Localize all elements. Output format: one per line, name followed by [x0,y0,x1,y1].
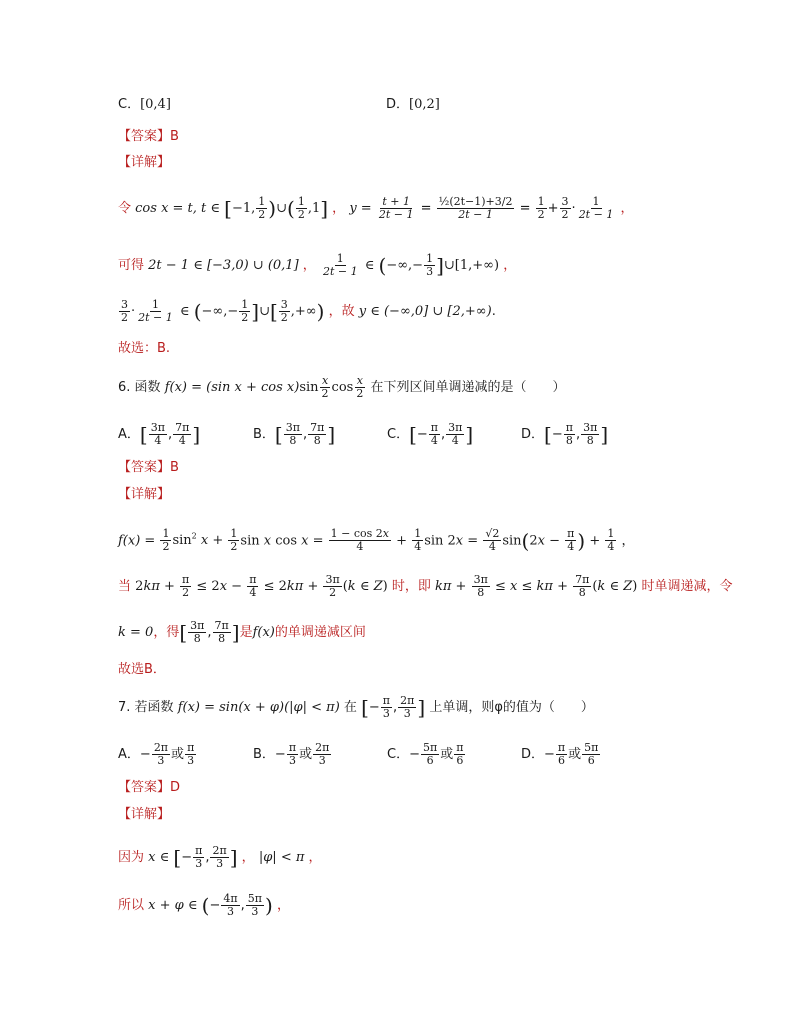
choice-line-2: 故选B． [118,662,166,677]
answer-label-3: 【答案】D [118,780,181,795]
solution-line-5: 当 2kπ + $\frac{\pi}{2}$ ≤ 2x − $\frac{\pi}{4}$ ≤ 2kπ + $\frac{3\pi}{2}$ (k ∈ Z) 时，即 kπ + $\frac{3\pi}{8}$ ≤ x ≤ kπ + $\frac{7\pi}{8}$ (k ∈ Z) 时单调递减，令 [118,573,733,599]
solution-line-8: 所以 x + φ ∈ (− $\frac{4\pi}{3}$ , $\frac{5\pi}{3}$ ) ， [118,892,290,918]
solution-line-4: f(x) = $\frac{1}{2}$ $\sin^2 x$ + $\frac{1}{2}$ sin x cos x = $\frac{1 - \cos 2x}{4}$ + $\frac{1}{4}$ sin 2x = $\frac{√2}{4}$ sin(2x − $\frac{\pi}{4}$ ) + $\frac{1}{4}$ ， [118,527,635,554]
q6-option-a: A．[ $\frac{3\pi}{4}$ , $\frac{7\pi}{4}$ ] [118,421,201,447]
answer-label-2: 【答案】B [118,460,179,475]
q7-option-a: A．− $\frac{2\pi}{3}$ 或 $\frac{\pi}{3}$ [118,741,195,767]
choice-line-1: 故选：B. [118,341,171,356]
option-d-prev: D．[0,2] [386,97,440,112]
solution-line-1: 令 cos x = t, t ∈ [−1, $\frac{1}{2}$ )∪( $\frac{1}{2}$ ,1] ， y = $\frac{t + 1}{2t - 1}$ = $\frac{\text{½(2t−1)+3/2}}{2t - 1}$ = $\frac{1}{2}$ + $\frac{3}{2}$ · $\frac{1}{2t - 1}$ ， [118,195,634,221]
question-7: 7. 若函数 f(x) = sin(x + φ)(|φ| < π) 在 [− $\frac{\pi}{3}$ , $\frac{2\pi}{3}$ ] 上单调，则φ的值为（ ） [118,694,594,720]
q6-option-d: D．[− $\frac{\pi}{8}$ , $\frac{3\pi}{8}$ ] [521,421,609,447]
solution-line-3: $\frac{3}{2}$ · $\frac{1}{2t - 1}$ ∈ (−∞,− $\frac{1}{2}$ ]∪[ $\frac{3}{2}$ ,+∞) ，故 y ∈ (−∞,0] ∪ [2,+∞). [121,298,496,324]
q6-option-c: C．[− $\frac{\pi}{4}$ , $\frac{3\pi}{4}$ ] [387,421,474,447]
solution-line-6: k = 0，得[ $\frac{3\pi}{8}$ , $\frac{7\pi}{8}$ ]是f(x)的单调递减区间 [118,619,366,645]
detail-label-3: 【详解】 [118,807,171,822]
solution-line-2: 可得 2t − 1 ∈ [−3,0) ∪ (0,1] ， $\frac{1}{2t - 1}$ ∈ (−∞,− $\frac{1}{3}$ ]∪[1,+∞) ， [118,252,517,278]
option-c-prev: C．[0,4] [118,97,171,112]
detail-label-1: 【详解】 [118,155,171,170]
solution-line-7: 因为 x ∈ [− $\frac{\pi}{3}$ , $\frac{2\pi}{3}$ ] ， |φ| < π ， [118,844,322,870]
q7-option-d: D．− $\frac{\pi}{6}$ 或 $\frac{5\pi}{6}$ [521,741,599,767]
question-6: 6. 函数 f(x) = (sin x + cos x)sin $\frac{x}{2}$ cos $\frac{x}{2}$ 在下列区间单调递减的是（ ） [118,374,566,400]
q7-option-c: C．− $\frac{5\pi}{6}$ 或 $\frac{\pi}{6}$ [387,741,464,767]
detail-label-2: 【详解】 [118,487,171,502]
q7-option-b: B．− $\frac{\pi}{3}$ 或 $\frac{2\pi}{3}$ [253,741,330,767]
answer-label-1: 【答案】B [118,129,179,144]
q6-option-b: B．[ $\frac{3\pi}{8}$ , $\frac{7\pi}{8}$ ] [253,421,336,447]
